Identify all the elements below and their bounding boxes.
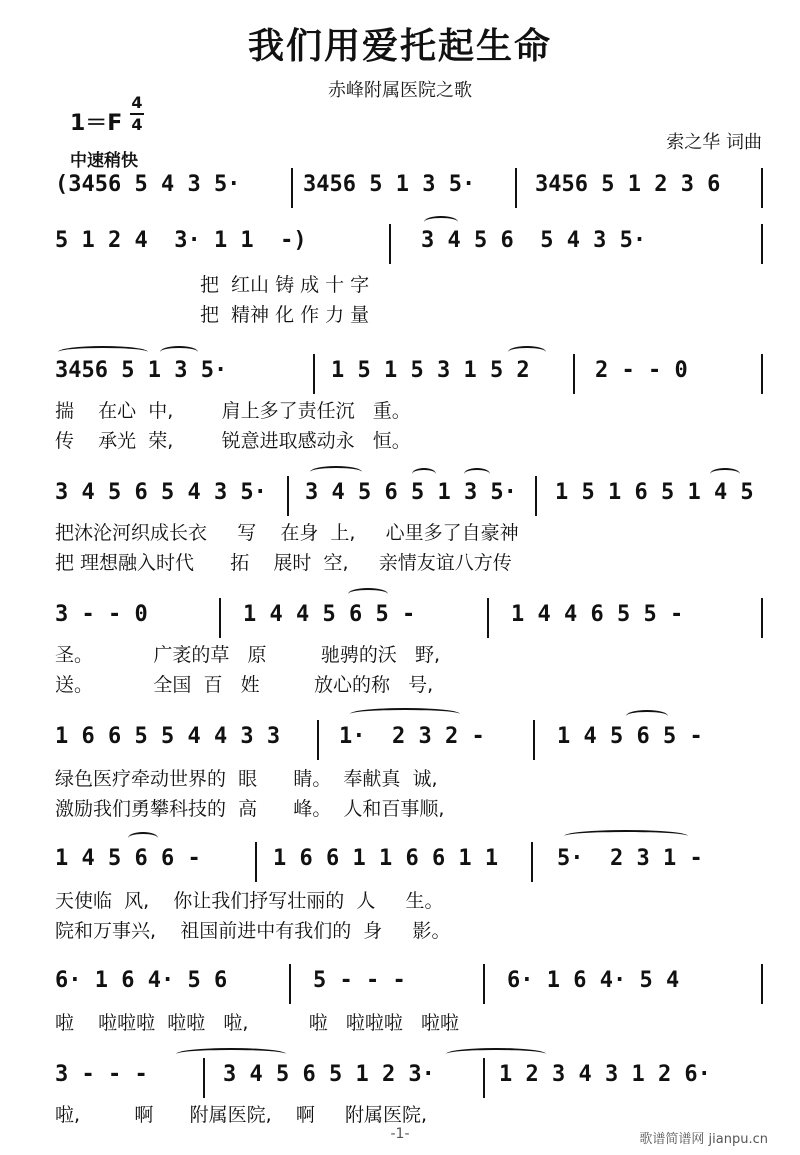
lyric-line: 激励我们勇攀科技的 高 峰。 人和百事顺, xyxy=(55,798,445,820)
measure: 1 6 6 5 5 4 4 3 3 xyxy=(55,724,281,749)
measure: 1 5 1 5 3 1 5 2 xyxy=(331,358,530,383)
measure: 3 4 5 6 5 4 3 5· xyxy=(421,228,647,253)
measure: 3456 5 1 2 3 6 xyxy=(535,172,721,197)
measure: 1 4 4 5 6 5 - xyxy=(243,602,416,627)
measure: 1 4 4 6 5 5 - xyxy=(511,602,684,627)
lyric-line: 揣 在心 中, 肩上多了责任沉 重。 xyxy=(55,400,411,422)
lyric-line: 把沐沦河织成长衣 写 在身 上, 心里多了自豪神 xyxy=(55,522,519,544)
lyric-line: 啦, 啊 附属医院, 啊 附属医院, xyxy=(55,1104,428,1126)
song-title: 我们用爱托起生命 xyxy=(247,25,552,67)
measure: 3456 5 1 3 5· xyxy=(303,172,476,197)
measure: 3 4 5 6 5 4 3 5· xyxy=(55,480,267,505)
lyric-line: 把 精神 化 作 力 量 xyxy=(55,304,370,326)
time-bottom: 4 xyxy=(131,115,143,134)
time-top: 4 xyxy=(131,93,143,112)
measure: 5· 2 3 1 - xyxy=(557,846,703,871)
measure: 1 6 6 1 1 6 6 1 1 xyxy=(273,846,499,871)
measure: 3 - - 0 xyxy=(55,602,148,627)
measure: (3456 5 4 3 5· xyxy=(55,172,241,197)
measure: 1· 2 3 2 - xyxy=(339,724,485,749)
measure: 1 4 5 6 5 - xyxy=(557,724,703,749)
measure: 3 4 5 6 5 1 2 3· xyxy=(223,1062,435,1087)
measure: 5 - - - xyxy=(313,968,406,993)
measure: 3 - - - xyxy=(55,1062,148,1087)
page-number: -1- xyxy=(390,1126,410,1142)
measure: 3 4 5 6 5 1 3 5· xyxy=(305,480,517,505)
lyric-line: 院和万事兴, 祖国前进中有我们的 身 影。 xyxy=(55,920,451,942)
measure: 5 1 2 4 3· 1 1 -) xyxy=(55,228,307,253)
measure: 1 4 5 6 6 - xyxy=(55,846,201,871)
key-signature: 1＝F xyxy=(70,111,123,136)
author-credit: 索之华 词曲 xyxy=(666,132,762,153)
lyric-line: 送。 全国 百 姓 放心的称 号, xyxy=(55,674,434,696)
measure: 6· 1 6 4· 5 4 xyxy=(507,968,680,993)
tempo-marking: 中速稍快 xyxy=(70,151,138,171)
lyric-line: 天使临 风, 你让我们抒写壮丽的 人 生。 xyxy=(55,890,444,912)
lyric-line: 把 理想融入时代 拓 展时 空, 亲情友谊八方传 xyxy=(55,552,512,574)
measure: 1 2 3 4 3 1 2 6· xyxy=(499,1062,711,1087)
watermark: 歌谱简谱网 jianpu.cn xyxy=(639,1132,768,1147)
time-signature xyxy=(130,94,144,134)
lyric-line: 啦 啦啦啦 啦啦 啦, 啦 啦啦啦 啦啦 xyxy=(55,1012,460,1034)
lyric-line: 把 红山 铸 成 十 字 xyxy=(55,274,370,296)
lyric-line: 传 承光 荣, 锐意进取感动永 恒。 xyxy=(55,430,411,452)
measure: 2 - - 0 xyxy=(595,358,688,383)
song-subtitle: 赤峰附属医院之歌 xyxy=(328,80,472,101)
measure: 1 5 1 6 5 1 4 5 xyxy=(555,480,754,505)
measure: 3456 5 1 3 5· xyxy=(55,358,228,383)
lyric-line: 圣。 广袤的草 原 驰骋的沃 野, xyxy=(55,644,441,666)
lyric-line: 绿色医疗牵动世界的 眼 睛。 奉献真 诚, xyxy=(55,768,438,790)
measure: 6· 1 6 4· 5 6 xyxy=(55,968,228,993)
